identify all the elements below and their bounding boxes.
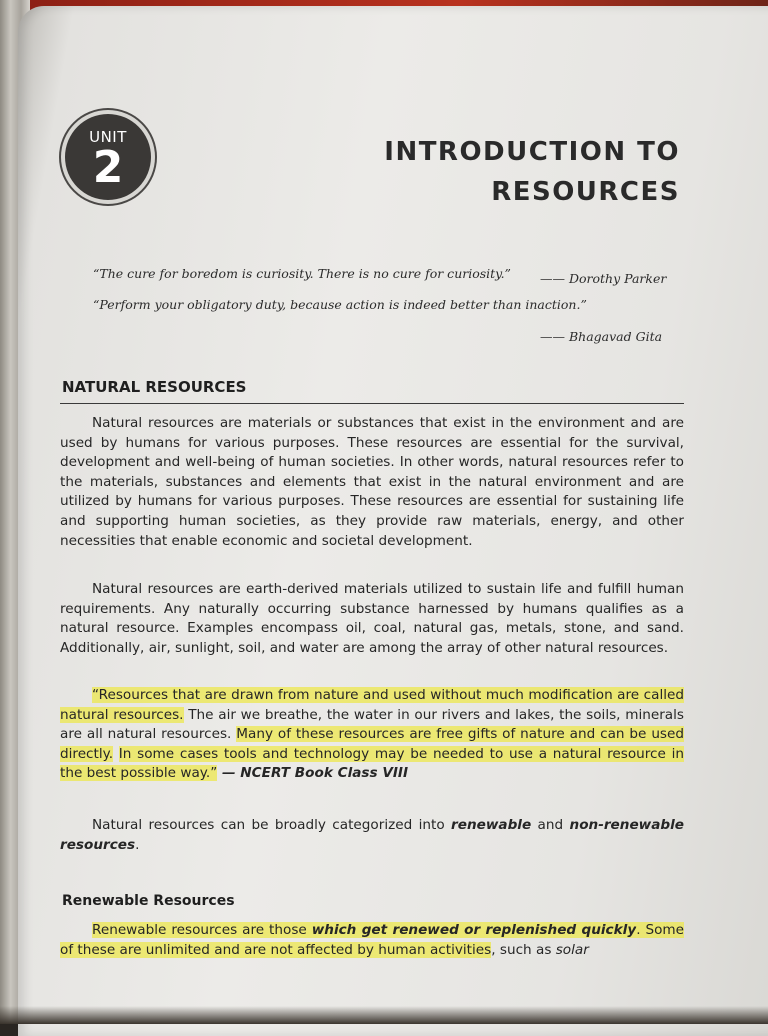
emphasis: non-renewable resources	[60, 817, 685, 853]
highlighted-text: Renewable resources are those	[92, 922, 312, 938]
paragraph: Natural resources are earth-derived materials utilized to sustain life and fulfill human requirements. Any naturally occurring substance harnessed by humans qualifies as a natural resource. Examples encompass oil, coal, natural gas, metals, stone, and sand. Additionally, air, sunlight, soil, and water are among the array of other natural resources.	[60, 581, 684, 656]
paragraph	[60, 921, 684, 960]
paragraph-text: .	[135, 836, 140, 853]
emphasis: renewable	[451, 817, 532, 833]
unit-badge	[65, 114, 151, 200]
quote-text: “The cure for boredom is curiosity. There is no cure for curiosity.”	[93, 266, 511, 281]
chapter-title-line1: INTRODUCTION TO	[384, 137, 680, 167]
paragraph-text	[113, 746, 119, 762]
paragraph-text: , such as	[491, 941, 556, 958]
chapter-title-line2: RESOURCES	[491, 177, 680, 207]
highlighted-text: In some cases tools and technology may be needed to use a natural resource in the best possible way.”	[60, 745, 684, 782]
paragraph-text: The air we breathe, the water in our rivers and lakes, the soils, minerals are all natural resources.	[60, 706, 685, 743]
section-divider	[60, 403, 684, 404]
paragraph-text: and	[531, 817, 570, 833]
page-bottom-shadow	[0, 1006, 768, 1024]
highlighted-text: “Resources that are drawn from nature and used without much modification are called natural resources.	[60, 687, 684, 723]
chapter-title	[384, 132, 680, 212]
highlighted-emphasis: which get renewed or replenished quickly	[311, 922, 637, 938]
quote-author: —— Dorothy Parker	[540, 271, 667, 286]
unit-label: UNIT	[89, 128, 127, 146]
paragraph-text: Natural resources can be broadly categorized into	[92, 817, 452, 833]
unit-number: 2	[92, 142, 124, 193]
paragraph	[60, 816, 684, 855]
quote-author: —— Bhagavad Gita	[540, 329, 663, 344]
paragraph	[60, 686, 684, 784]
section-heading: NATURAL RESOURCES	[62, 378, 247, 396]
citation: — NCERT Book Class VIII	[217, 765, 409, 782]
highlighted-text: Many of these resources are free gifts of nature and can be used directly.	[60, 726, 685, 762]
highlighted-text: . Some of these are unlimited and are not affected by human activities	[60, 922, 684, 958]
paragraph: Natural resources are materials or substances that exist in the environment and are used by humans for various purposes. These resources are essential for the survival, development and well-being of human societies. In other words, natural resources refer to the materials, substances and elements that exist in the natural environment and are utilized by humans for various purposes. These resources are essential for sustaining life and supporting human societies, as they provide raw materials, energy, and other necessities that enable economic and societal development.	[60, 415, 684, 549]
italic-text: solar	[555, 941, 589, 958]
quote-text: “Perform your obligatory duty, because action is indeed better than inaction.”	[93, 297, 587, 312]
subsection-heading: Renewable Resources	[62, 893, 235, 909]
